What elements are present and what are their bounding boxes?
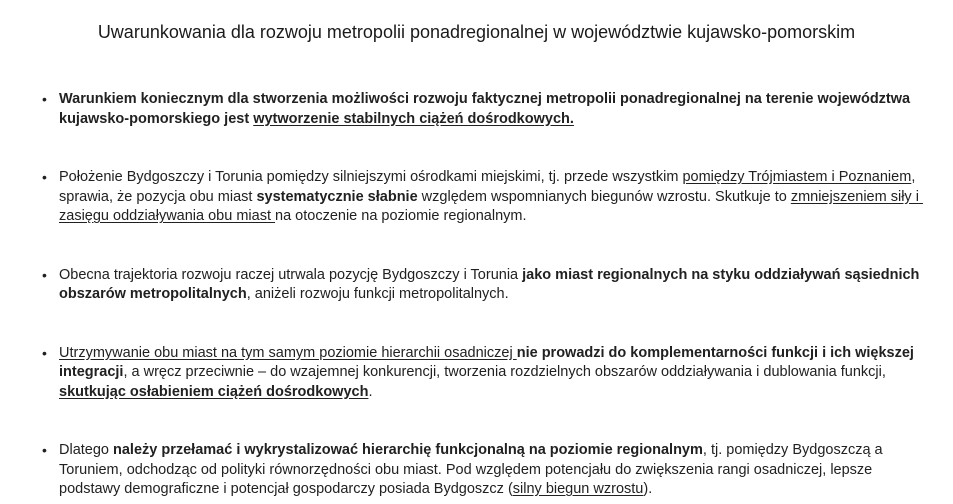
text-segment: , aniżeli rozwoju funkcji metropolitalnych. — [246, 286, 509, 302]
text-segment: wytworzenie stabilnych ciążeń dośrodkowych. — [253, 110, 574, 127]
bullet-item — [40, 441, 922, 500]
bullet-marker-icon: • — [42, 266, 47, 283]
text-segment: Obecna trajektoria rozwoju raczej utrwala pozycję Bydgoszczy i Torunia — [59, 266, 523, 283]
text-segment: względem wspomnianych biegunów wzrostu. Skutkuje to — [417, 188, 791, 205]
text-segment: , a wręcz przeciwnie – do wzajemnej konkurencji, tworzenia rozdzielnych obszarów oddziaływania i dublowania funkcji, — [123, 364, 890, 380]
bullet-item — [40, 344, 922, 403]
text-segment: Położenie Bydgoszczy i Torunia pomiędzy silniejszymi ośrodkami miejskimi, tj. przede wszystkim — [59, 169, 683, 185]
text-segment: ). — [643, 481, 653, 497]
bullet-marker-icon: • — [42, 91, 47, 107]
bullet-item — [40, 266, 922, 305]
bullet-marker-icon: • — [42, 442, 47, 458]
slide-title: Uwarunkowania dla rozwoju metropolii ponadregionalnej w województwie kujawsko-pomorskim — [97, 22, 856, 42]
text-segment: jako miast regionalnych na styku oddziaływań sąsiednich obszarów metropolitalnych — [59, 266, 924, 302]
bullet-item — [40, 168, 922, 227]
bullet-list — [40, 90, 922, 500]
bullet-marker-icon: • — [42, 344, 47, 361]
bullet-item — [40, 90, 922, 129]
text-segment: zmniejszeniem siły i zasięgu oddziaływania obu miast — [59, 188, 923, 224]
text-segment: Dlatego — [59, 442, 114, 458]
text-segment: Warunkiem koniecznym dla stworzenia możliwości rozwoju faktycznej metropolii ponadregionalnej na terenie województwa kujawsko-pomorskiego jest — [59, 91, 915, 127]
text-segment: na otoczenie na poziomie regionalnym. — [275, 208, 527, 224]
text-segment: silny biegun wzrostu — [512, 481, 644, 497]
text-segment: nie prowadzi do komplementarności funkcji i ich większej integracji — [59, 344, 918, 380]
text-segment: skutkując osłabieniem ciążeń dośrodkowych — [59, 383, 369, 400]
text-segment: , sprawia, że pozycja obu miast — [59, 169, 920, 205]
text-segment: systematycznie słabnie — [256, 188, 418, 205]
text-segment: należy przełamać i wykrystalizować hierarchię funkcjonalną na poziomie regionalnym — [113, 442, 703, 458]
text-segment: pomiędzy Trójmiastem i Poznaniem — [682, 169, 912, 185]
text-segment: Utrzymywanie obu miast na tym samym poziomie hierarchii osadniczej — [59, 344, 517, 361]
text-segment: , tj. pomiędzy Bydgoszczą a Toruniem, odchodząc od polityki równorzędności obu miast. Pod względem potencjału do zwiększenia rangi osadniczej, lepsze podstawy demograficzne i potencjał gospodarczy posiada Bydgoszcz ( — [59, 442, 887, 497]
text-segment: . — [368, 383, 373, 400]
bullet-marker-icon: • — [42, 169, 47, 185]
